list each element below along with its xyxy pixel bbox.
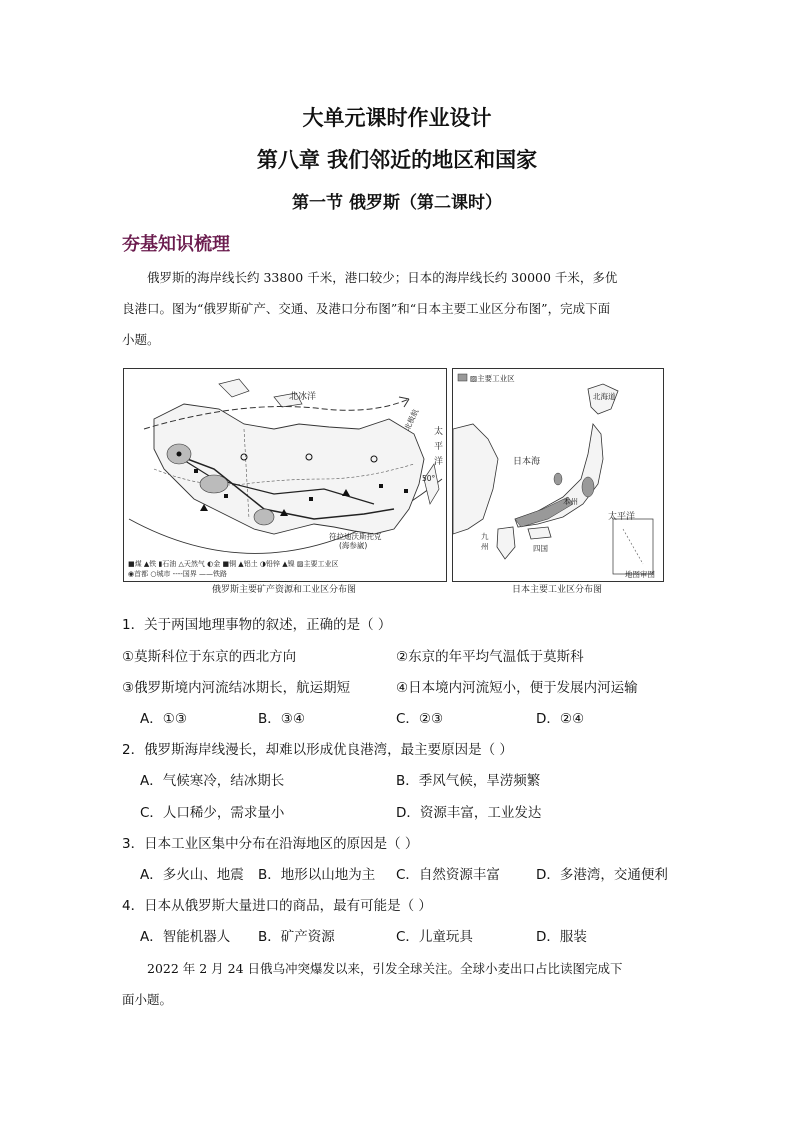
hokkaido-label: 北海道 (593, 392, 616, 401)
port-label: 符拉迪沃斯托克 (329, 532, 382, 541)
arctic-ocean-label: 北冰洋 (289, 392, 317, 402)
q4-option-a[interactable]: A．智能机器人 (140, 929, 231, 945)
japan-map-caption: 日本主要工业区分布图 (511, 585, 602, 595)
japan-map (452, 368, 664, 582)
map-review-stamp: 地图审图 (625, 570, 655, 579)
outro-line-2: 面小题。 (122, 992, 173, 1007)
outro-paragraph (122, 953, 672, 1015)
latitude-label: 50° (422, 474, 436, 483)
kyushu-label-2: 州 (481, 542, 489, 551)
q4-option-c[interactable]: C．儿童玩具 (396, 929, 473, 945)
q2-option-a[interactable]: A．气候寒冷，结冰期长 (140, 773, 285, 789)
shikoku-label: 四国 (533, 544, 548, 553)
sea-of-japan-label: 日本海 (513, 457, 541, 467)
question-3-stem: 3．日本工业区集中分布在沿海地区的原因是（ ） (122, 836, 419, 852)
pacific-label-2: 平 (434, 442, 444, 452)
q4-option-b[interactable]: B．矿产资源 (258, 929, 335, 945)
intro-line-2: 良港口。图为“俄罗斯矿产、交通、及港口分布图”和“日本主要工业区分布图”，完成下面 (122, 301, 611, 316)
outro-line-1: 2022 年 2 月 24 日俄乌冲突爆发以来，引发全球关注。全球小麦出口占比读图完成下 (147, 961, 623, 976)
kyushu-label-1: 九 (481, 532, 489, 541)
intro-line-3: 小题。 (122, 332, 160, 347)
q1-option-a[interactable]: A．①③ (140, 711, 187, 727)
q4-option-d[interactable]: D．服装 (536, 929, 587, 945)
q3-option-b[interactable]: B．地形以山地为主 (258, 867, 376, 883)
port-label-2: (海参崴) (339, 541, 368, 550)
russia-legend-row-2: ◉首都 ○城市 ----国界 ——铁路 (128, 570, 227, 578)
chapter-title: 第八章 我们邻近的地区和国家 (256, 148, 538, 172)
russia-map (123, 368, 447, 582)
q3-option-c[interactable]: C．自然资源丰富 (396, 867, 500, 883)
q1-statement-1: ①莫斯科位于东京的西北方向 (122, 649, 297, 665)
russia-legend-row-1: ■煤 ▲铁 ▮石油 △天然气 ◐金 ■铜 ▲铝土 ◑铅锌 ▲镍 ▨主要工业区 (128, 560, 339, 568)
russia-map-caption: 俄罗斯主要矿产资源和工业区分布图 (211, 585, 356, 595)
q1-statement-2: ②东京的年平均气温低于莫斯科 (396, 649, 584, 665)
q3-option-d[interactable]: D．多港湾，交通便利 (536, 867, 668, 883)
pacific-label: 太平洋 (608, 512, 636, 522)
pacific-label-1: 太 (434, 427, 444, 437)
honshu-label: 本州 (563, 497, 578, 506)
japan-legend-label: ▨主要工业区 (470, 374, 515, 383)
question-4-stem: 4．日本从俄罗斯大量进口的商品，最有可能是（ ） (122, 898, 432, 914)
q1-option-c[interactable]: C．②③ (396, 711, 444, 727)
intro-paragraph (122, 262, 672, 355)
question-1-stem: 1．关于两国地理事物的叙述，正确的是（ ） (122, 617, 392, 633)
section-title: 第一节 俄罗斯（第二课时） (292, 193, 502, 213)
q2-option-b[interactable]: B．季风气候，旱涝频繁 (396, 773, 541, 789)
q3-option-a[interactable]: A．多火山、地震 (140, 867, 244, 883)
doc-title: 大单元课时作业设计 (302, 106, 492, 130)
q1-option-d[interactable]: D．②④ (536, 711, 585, 727)
pacific-label-3: 洋 (434, 457, 444, 467)
section-heading: 夯基知识梳理 (122, 234, 230, 255)
q1-statement-4: ④日本境内河流短小，便于发展内河运输 (396, 680, 638, 696)
question-2-stem: 2．俄罗斯海岸线漫长，却难以形成优良港湾，最主要原因是（ ） (122, 742, 513, 758)
q2-option-d[interactable]: D．资源丰富，工业发达 (396, 805, 542, 821)
q1-option-b[interactable]: B．③④ (258, 711, 305, 727)
japan-map-graphic (453, 369, 663, 581)
q2-option-c[interactable]: C．人口稀少，需求量小 (140, 805, 285, 821)
sea-route-label: 北极航 (402, 407, 421, 432)
russia-map-graphic (124, 369, 446, 581)
intro-line-1: 俄罗斯的海岸线长约 33800 千米，港口较少；日本的海岸线长约 30000 千米，多优 (147, 270, 618, 285)
q1-statement-3: ③俄罗斯境内河流结冰期长，航运期短 (122, 680, 351, 696)
